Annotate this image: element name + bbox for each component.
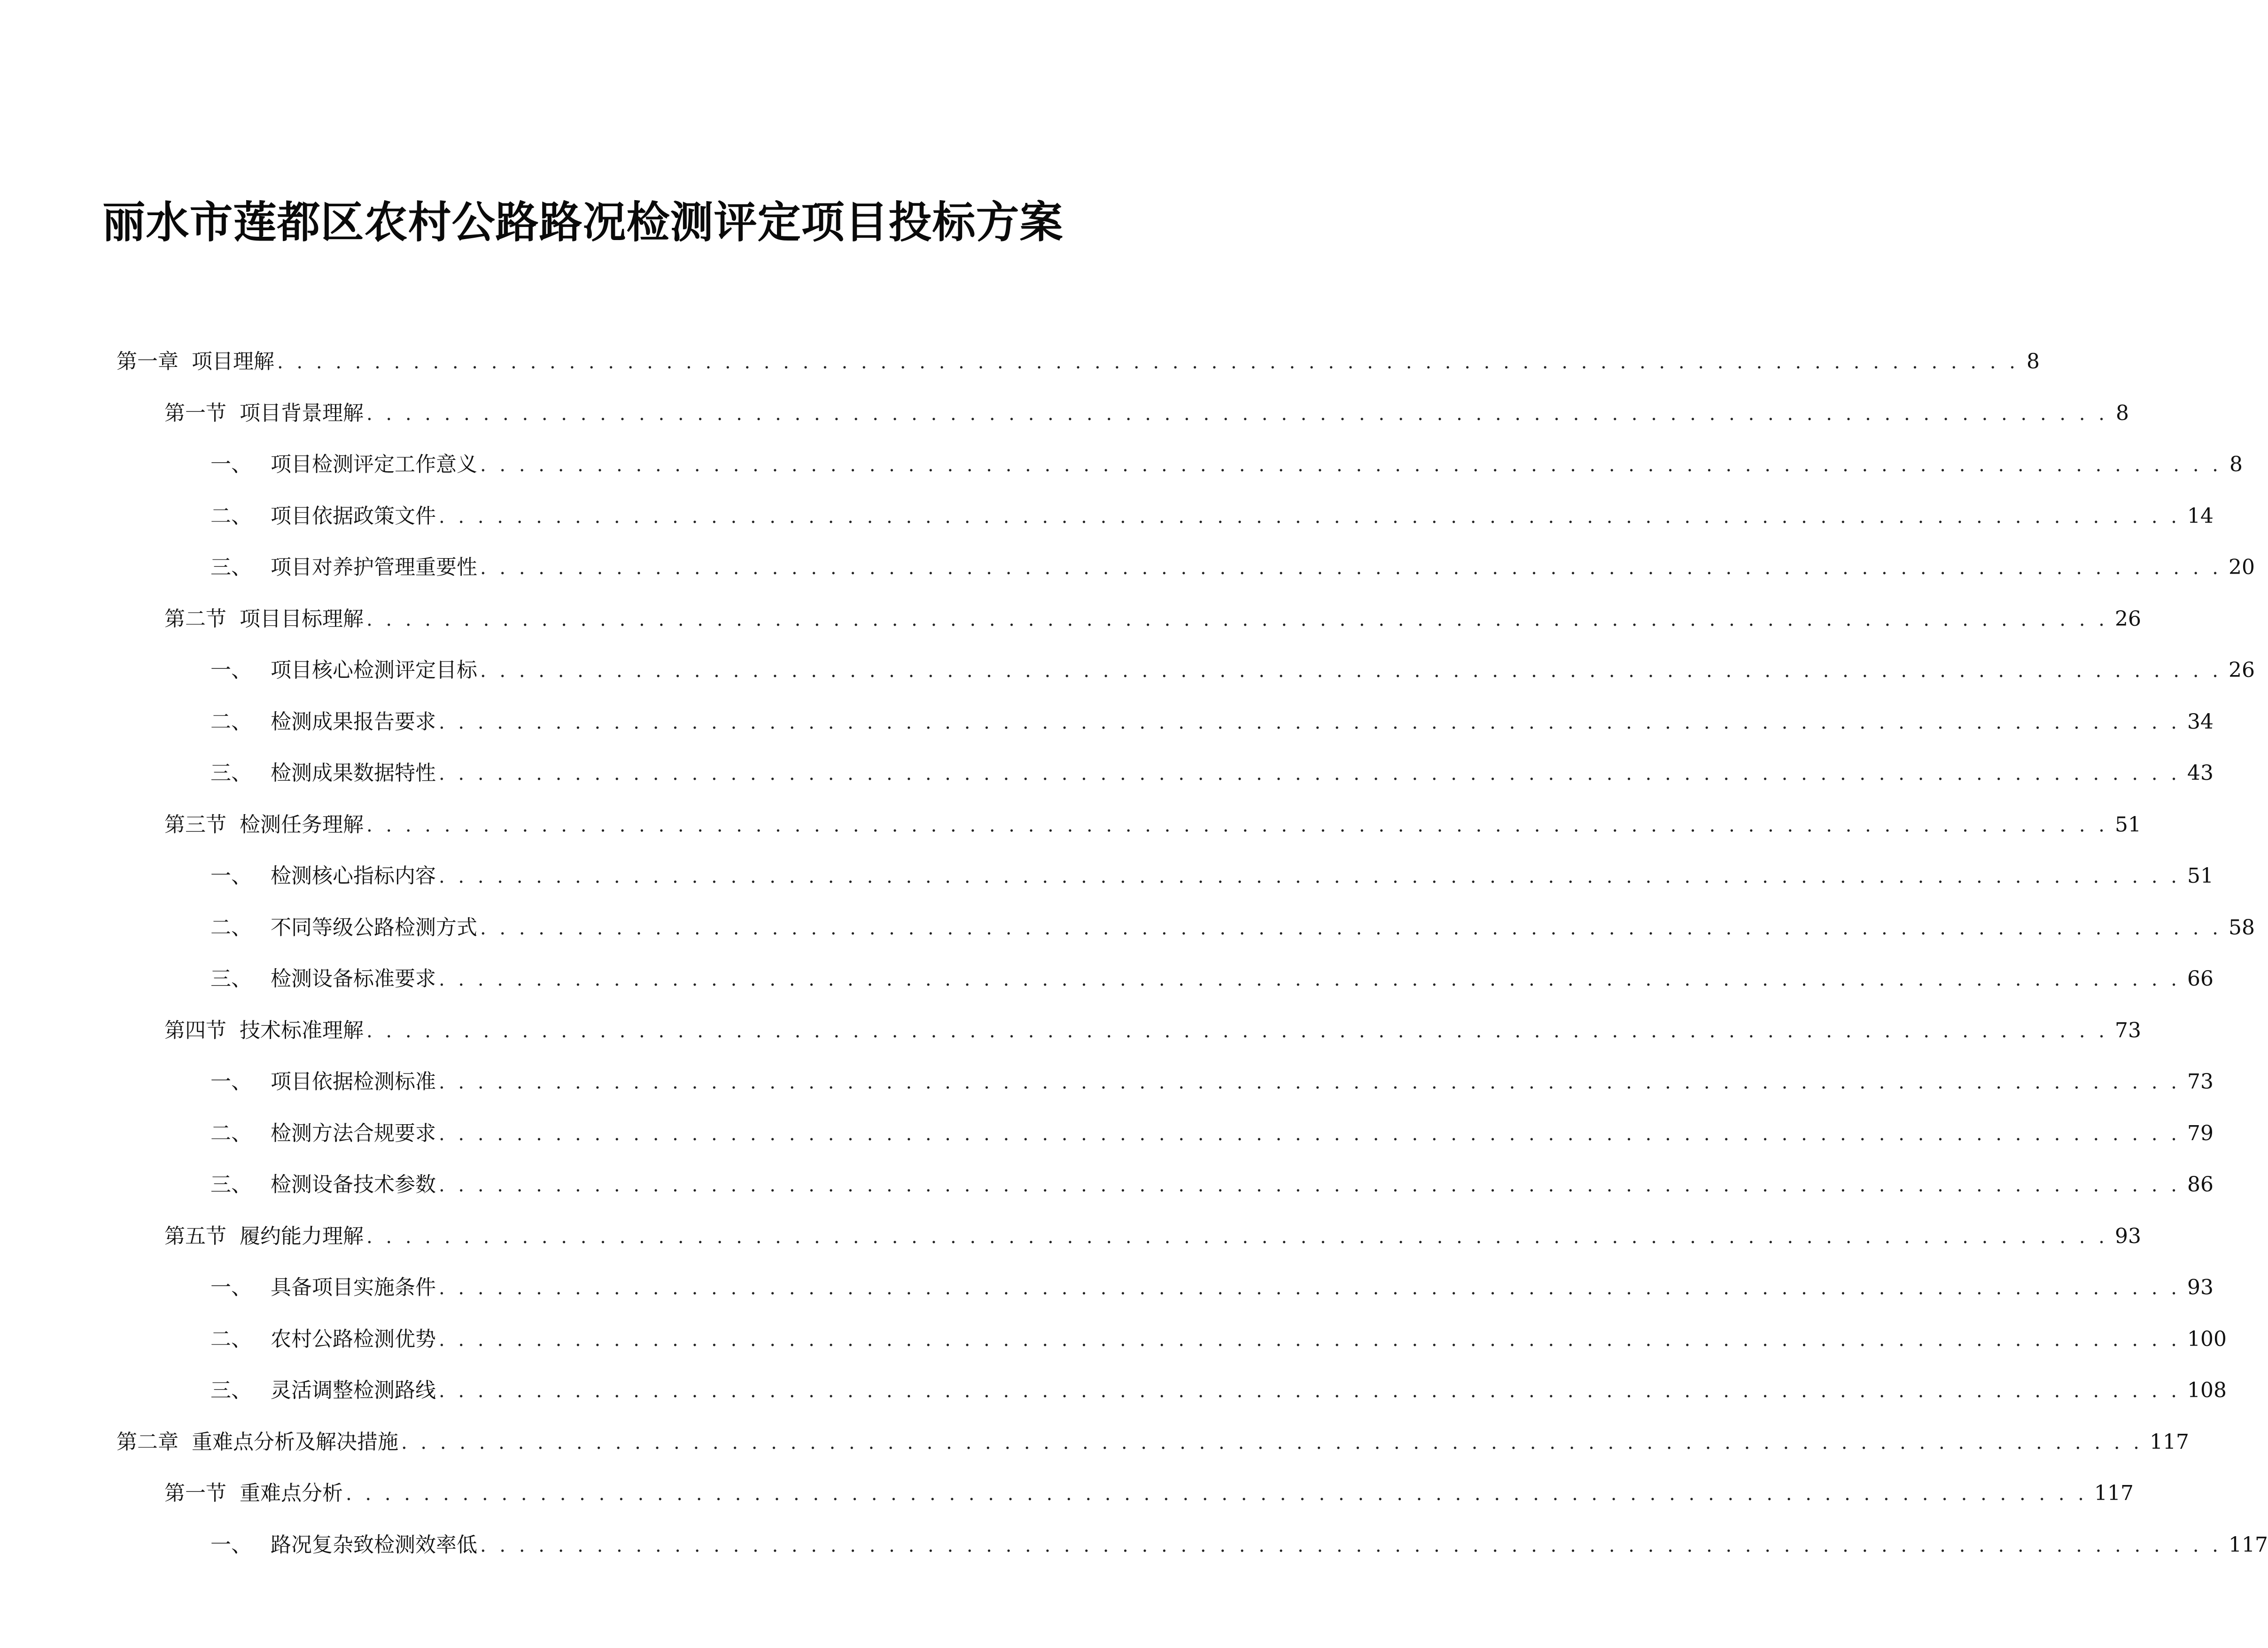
toc-dot-leader: . . . . . . . . . . . . . . . . . . . . . . . . . . . . . . . . . . . . . . . . . . . . . . . . . . . . . . . . . . . . . . . . . . . . . . . . . . . . . . . . . . . . . . . . . .: [439, 969, 2181, 990]
toc-entry-number: 一、: [210, 1275, 252, 1299]
toc-entry-level-3[interactable]: [210, 960, 2214, 998]
toc-dot-leader: . . . . . . . . . . . . . . . . . . . . . . . . . . . . . . . . . . . . . . . . . . . . . . . . . . . . . . . . . . . . . . . . . . . . . . . . . . . . . . . . . . . . . . . . . .: [346, 1483, 2088, 1505]
toc-entry-number: 第一节: [164, 401, 226, 425]
toc-entry-level-3[interactable]: [210, 1321, 2227, 1358]
toc-entry-title: 重难点分析: [240, 1481, 343, 1505]
toc-entry-level-3[interactable]: [210, 754, 2214, 792]
toc-entry-level-2[interactable]: [164, 600, 2141, 638]
toc-entry-number: 第一节: [164, 1481, 226, 1505]
toc-entry-title: 项目依据检测标准: [271, 1070, 436, 1094]
toc-page-number: 79: [2187, 1121, 2214, 1145]
toc-page-number: 73: [2187, 1070, 2214, 1094]
toc-entry-level-3[interactable]: [210, 446, 2243, 483]
toc-entry-level-3[interactable]: [210, 498, 2214, 535]
toc-page-number: 93: [2114, 1224, 2141, 1248]
document-title: 丽水市莲都区农村公路路况检测评定项目投标方案: [102, 197, 1064, 248]
toc-page-number: 8: [2229, 452, 2243, 476]
toc-entry-number: 一、: [210, 1533, 252, 1557]
toc-entry-level-3[interactable]: [210, 652, 2255, 689]
toc-entry-number: 第一章: [117, 350, 179, 373]
toc-page-number: 43: [2187, 761, 2214, 785]
toc-entry-level-3[interactable]: [210, 1166, 2214, 1204]
toc-page-number: 117: [2228, 1533, 2268, 1557]
toc-entry-number: 一、: [210, 658, 252, 682]
toc-dot-leader: . . . . . . . . . . . . . . . . . . . . . . . . . . . . . . . . . . . . . . . . . . . . . . . . . . . . . . . . . . . . . . . . . . . . . . . . . . . . . . . . . . . . . . . . . .: [366, 815, 2108, 836]
toc-page-number: 108: [2187, 1378, 2227, 1402]
toc-entry-number: 第二章: [117, 1430, 179, 1454]
toc-entry-number: 二、: [210, 504, 252, 528]
toc-entry-title: 检测方法合规要求: [271, 1121, 436, 1145]
toc-entry-number: 二、: [210, 916, 252, 940]
toc-entry-number: 三、: [210, 1173, 252, 1197]
toc-page-number: 8: [2115, 401, 2129, 425]
toc-entry-level-3[interactable]: [210, 1372, 2227, 1409]
toc-entry-number: 二、: [210, 710, 252, 734]
toc-dot-leader: . . . . . . . . . . . . . . . . . . . . . . . . . . . . . . . . . . . . . . . . . . . . . . . . . . . . . . . . . . . . . . . . . . . . . . . . . . . . . . . . . . . . . . . . . .: [480, 1535, 2222, 1556]
toc-entry-title: 检测任务理解: [240, 813, 364, 837]
toc-page-number: 100: [2187, 1327, 2227, 1351]
toc-entry-number: 二、: [210, 1121, 252, 1145]
toc-entry-title: 路况复杂致检测效率低: [271, 1533, 477, 1557]
toc-entry-level-2[interactable]: [164, 395, 2129, 432]
toc-entry-level-3[interactable]: [210, 549, 2255, 586]
toc-entry-number: 三、: [210, 761, 252, 785]
toc-entry-title: 项目目标理解: [240, 607, 364, 631]
toc-entry-level-1[interactable]: [117, 343, 2040, 381]
toc-entry-level-2[interactable]: [164, 1475, 2134, 1512]
toc-entry-title: 项目对养护管理重要性: [271, 555, 477, 579]
toc-entry-title: 检测设备标准要求: [271, 967, 436, 991]
toc-entry-title: 项目背景理解: [240, 401, 364, 425]
toc-entry-number: 一、: [210, 1070, 252, 1094]
toc-entry-number: 一、: [210, 452, 252, 476]
toc-entry-title: 灵活调整检测路线: [271, 1378, 436, 1402]
toc-page-number: 73: [2114, 1018, 2141, 1042]
toc-page-number: 51: [2187, 864, 2214, 888]
toc-page-number: 8: [2026, 350, 2040, 373]
toc-entry-title: 检测设备技术参数: [271, 1173, 436, 1197]
toc-entry-number: 二、: [210, 1327, 252, 1351]
toc-entry-level-3[interactable]: [210, 857, 2214, 895]
toc-dot-leader: . . . . . . . . . . . . . . . . . . . . . . . . . . . . . . . . . . . . . . . . . . . . . . . . . . . . . . . . . . . . . . . . . . . . . . . . . . . . . . . . . . . . . . . . . .: [366, 1226, 2108, 1248]
toc-page-number: 20: [2228, 555, 2255, 579]
toc-entry-title: 具备项目实施条件: [271, 1275, 436, 1299]
toc-page-number: 86: [2187, 1173, 2214, 1197]
toc-dot-leader: . . . . . . . . . . . . . . . . . . . . . . . . . . . . . . . . . . . . . . . . . . . . . . . . . . . . . . . . . . . . . . . . . . . . . . . . . . . . . . . . . . . . . . . . . .: [439, 763, 2181, 785]
toc-dot-leader: . . . . . . . . . . . . . . . . . . . . . . . . . . . . . . . . . . . . . . . . . . . . . . . . . . . . . . . . . . . . . . . . . . . . . . . . . . . . . . . . . . . . . . . . . .: [439, 1072, 2181, 1093]
toc-dot-leader: . . . . . . . . . . . . . . . . . . . . . . . . . . . . . . . . . . . . . . . . . . . . . . . . . . . . . . . . . . . . . . . . . . . . . . . . . . . . . . . . . . . . . . . . . .: [439, 1329, 2181, 1351]
toc-entry-title: 履约能力理解: [240, 1224, 364, 1248]
toc-entry-number: 第二节: [164, 607, 226, 631]
toc-dot-leader: . . . . . . . . . . . . . . . . . . . . . . . . . . . . . . . . . . . . . . . . . . . . . . . . . . . . . . . . . . . . . . . . . . . . . . . . . . . . . . . . . . . . . . . . . .: [439, 1380, 2181, 1402]
toc-entry-title: 技术标准理解: [240, 1018, 364, 1042]
toc-entry-title: 项目检测评定工作意义: [271, 452, 477, 476]
toc-dot-leader: . . . . . . . . . . . . . . . . . . . . . . . . . . . . . . . . . . . . . . . . . . . . . . . . . . . . . . . . . . . . . . . . . . . . . . . . . . . . . . . . . . . . . . . . . .: [439, 1277, 2181, 1299]
toc-entry-number: 一、: [210, 864, 252, 888]
toc-page-number: 117: [2094, 1481, 2134, 1505]
toc-page-number: 26: [2114, 607, 2141, 631]
toc-entry-title: 重难点分析及解决措施: [192, 1430, 398, 1454]
toc-page-number: 93: [2187, 1275, 2214, 1299]
toc-entry-level-3[interactable]: [210, 1526, 2268, 1564]
toc-entry-level-3[interactable]: [210, 909, 2255, 947]
toc-dot-leader: . . . . . . . . . . . . . . . . . . . . . . . . . . . . . . . . . . . . . . . . . . . . . . . . . . . . . . . . . . . . . . . . . . . . . . . . . . . . . . . . . . . . . . . . . .: [366, 1020, 2108, 1042]
toc-entry-level-1[interactable]: [117, 1423, 2189, 1461]
toc-entry-level-3[interactable]: [210, 1269, 2214, 1306]
toc-dot-leader: . . . . . . . . . . . . . . . . . . . . . . . . . . . . . . . . . . . . . . . . . . . . . . . . . . . . . . . . . . . . . . . . . . . . . . . . . . . . . . . . . . . . . . . . . .: [480, 454, 2222, 476]
toc-dot-leader: . . . . . . . . . . . . . . . . . . . . . . . . . . . . . . . . . . . . . . . . . . . . . . . . . . . . . . . . . . . . . . . . . . . . . . . . . . . . . . . . . . . . . . . . . .: [439, 1174, 2181, 1196]
toc-page-number: 58: [2228, 916, 2255, 940]
toc-entry-number: 三、: [210, 1378, 252, 1402]
toc-entry-number: 第三节: [164, 813, 226, 837]
toc-entry-title: 检测核心指标内容: [271, 864, 436, 888]
toc-page-number: 66: [2187, 967, 2214, 991]
toc-entry-number: 三、: [210, 555, 252, 579]
toc-entry-title: 项目依据政策文件: [271, 504, 436, 528]
toc-dot-leader: . . . . . . . . . . . . . . . . . . . . . . . . . . . . . . . . . . . . . . . . . . . . . . . . . . . . . . . . . . . . . . . . . . . . . . . . . . . . . . . . . . . . . . . . . .: [366, 403, 2108, 425]
toc-dot-leader: . . . . . . . . . . . . . . . . . . . . . . . . . . . . . . . . . . . . . . . . . . . . . . . . . . . . . . . . . . . . . . . . . . . . . . . . . . . . . . . . . . . . . . . . . .: [439, 712, 2181, 733]
toc-entry-level-2[interactable]: [164, 1012, 2141, 1049]
toc-entry-title: 不同等级公路检测方式: [271, 916, 477, 940]
toc-entry-level-3[interactable]: [210, 1063, 2214, 1101]
toc-dot-leader: . . . . . . . . . . . . . . . . . . . . . . . . . . . . . . . . . . . . . . . . . . . . . . . . . . . . . . . . . . . . . . . . . . . . . . . . . . . . . . . . . . . . . . . . . .: [480, 917, 2222, 939]
toc-dot-leader: . . . . . . . . . . . . . . . . . . . . . . . . . . . . . . . . . . . . . . . . . . . . . . . . . . . . . . . . . . . . . . . . . . . . . . . . . . . . . . . . . . . . . . . . . .: [366, 609, 2108, 630]
toc-entry-title: 项目理解: [192, 350, 274, 373]
toc-entry-level-2[interactable]: [164, 806, 2141, 844]
toc-dot-leader: . . . . . . . . . . . . . . . . . . . . . . . . . . . . . . . . . . . . . . . . . . . . . . . . . . . . . . . . . . . . . . . . . . . . . . . . . . . . . . . . . . . . . . . . . .: [439, 506, 2181, 528]
toc-dot-leader: . . . . . . . . . . . . . . . . . . . . . . . . . . . . . . . . . . . . . . . . . . . . . . . . . . . . . . . . . . . . . . . . . . . . . . . . . . . . . . . . . . . . . . . . . .: [401, 1432, 2143, 1454]
toc-page-number: 117: [2149, 1430, 2189, 1454]
toc-page-number: 34: [2187, 710, 2214, 734]
toc-dot-leader: . . . . . . . . . . . . . . . . . . . . . . . . . . . . . . . . . . . . . . . . . . . . . . . . . . . . . . . . . . . . . . . . . . . . . . . . . . . . . . . . . . . . . . . . . .: [439, 866, 2181, 887]
toc-entry-number: 第四节: [164, 1018, 226, 1042]
toc-dot-leader: . . . . . . . . . . . . . . . . . . . . . . . . . . . . . . . . . . . . . . . . . . . . . . . . . . . . . . . . . . . . . . . . . . . . . . . . . . . . . . . . . . . . . . . . . .: [439, 1123, 2181, 1145]
toc-entry-title: 农村公路检测优势: [271, 1327, 436, 1351]
toc-page-number: 51: [2114, 813, 2141, 837]
toc-entry-title: 项目核心检测评定目标: [271, 658, 477, 682]
toc-entry-number: 三、: [210, 967, 252, 991]
toc-page-number: 14: [2187, 504, 2214, 528]
toc-entry-title: 检测成果报告要求: [271, 710, 436, 734]
toc-dot-leader: . . . . . . . . . . . . . . . . . . . . . . . . . . . . . . . . . . . . . . . . . . . . . . . . . . . . . . . . . . . . . . . . . . . . . . . . . . . . . . . . . . . . . . . . . .: [480, 660, 2222, 682]
toc-entry-level-3[interactable]: [210, 703, 2214, 741]
toc-entry-number: 第五节: [164, 1224, 226, 1248]
toc-entry-title: 检测成果数据特性: [271, 761, 436, 785]
toc-dot-leader: . . . . . . . . . . . . . . . . . . . . . . . . . . . . . . . . . . . . . . . . . . . . . . . . . . . . . . . . . . . . . . . . . . . . . . . . . . . . . . . . . . . . . . . . . .: [277, 351, 2019, 373]
toc-entry-level-3[interactable]: [210, 1115, 2214, 1152]
toc-dot-leader: . . . . . . . . . . . . . . . . . . . . . . . . . . . . . . . . . . . . . . . . . . . . . . . . . . . . . . . . . . . . . . . . . . . . . . . . . . . . . . . . . . . . . . . . . .: [480, 557, 2222, 579]
toc-entry-level-2[interactable]: [164, 1218, 2141, 1255]
toc-page-number: 26: [2228, 658, 2255, 682]
